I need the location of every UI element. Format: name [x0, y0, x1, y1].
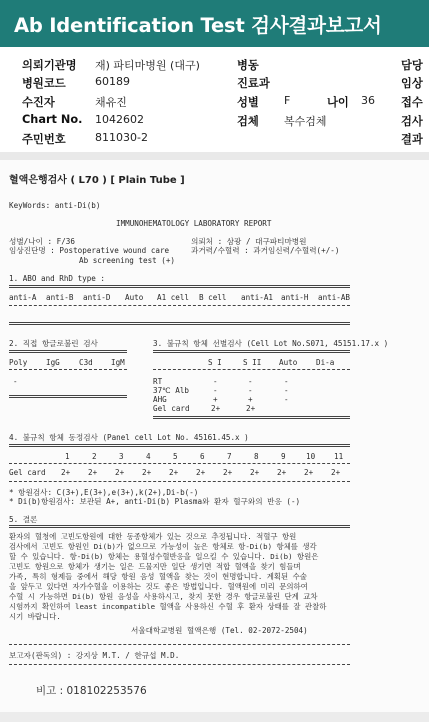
abo-rule-bottom: [9, 322, 350, 325]
screen-rule-top: [153, 350, 350, 353]
screen-ahg-s2: +: [248, 395, 253, 404]
conclusion-line: 검사에서 고빈도 항원인 Di(b)가 없으므로 가능성이 높은 항체로 항-Di(b) 항체를 생각: [9, 542, 317, 551]
panel-val-10: 2+: [304, 468, 314, 477]
abo-col-anti-ab: anti-AB: [318, 293, 351, 302]
label-specimen: 검체: [237, 115, 259, 128]
panel-val-6: 2+: [196, 468, 206, 477]
panel-val-1: 2+: [61, 468, 71, 477]
panel-num-3: 3: [119, 452, 124, 461]
panel-num-8: 8: [254, 452, 259, 461]
requester: 의뢰처 : 삼광 / 대구파티마병원: [191, 237, 307, 246]
dat-value-poly: -: [13, 377, 18, 386]
dat-col-c3d: C3d: [79, 358, 93, 367]
lab-contact: 서울대학교병원 혈액은행 (Tel. 02-2072-2504): [131, 626, 308, 635]
label-requester-org: 의뢰기관명: [22, 59, 77, 72]
label-col3-row3: 접수: [401, 96, 423, 109]
panel-rule-bottom: [9, 481, 350, 482]
reporter: 보고자(판독의) : 강지상 M.T. / 한규섭 M.D.: [9, 651, 180, 660]
conclusion-line: 할 수 있습니다. 항-Di(b) 항체는 용혈성수혈반응을 일으킬 수 있습니다. Di(b) 항원은: [9, 552, 319, 561]
sex-age: 성별/나이 : F/36: [9, 237, 75, 246]
dat-col-poly: Poly: [9, 358, 28, 367]
dat-rule-bottom: [9, 395, 127, 398]
screen-rt-s1: -: [213, 377, 218, 386]
label-age: 나이: [327, 96, 349, 109]
value-chart-no: 1042602: [95, 113, 144, 126]
screen-col-s1: S I: [208, 358, 222, 367]
abo-rule-top: [9, 285, 350, 288]
conclusion-rule-top: [9, 525, 350, 528]
abo-col-auto: Auto: [125, 293, 144, 302]
panel-val-11: 2+: [331, 468, 341, 477]
panel-num-5: 5: [173, 452, 178, 461]
label-hospital-code: 병원코드: [22, 77, 66, 90]
screen-rt-s2: -: [248, 377, 253, 386]
value-requester-org: 재) 파티마병원 (대구): [95, 59, 200, 72]
scanned-report: [0, 152, 429, 722]
panel-val-7: 2+: [223, 468, 233, 477]
label-col3-row4: 검사: [401, 115, 423, 128]
value-sex: F: [284, 94, 291, 107]
abo-col-anti-b: anti-B: [46, 293, 74, 302]
abo-col-b-cell: B cell: [199, 293, 227, 302]
screen-rule-bottom: [153, 416, 350, 419]
conclusion-line: 시험까지 확인하여 least incompatible 혈액을 사용하신 수혈 후 환자 상태를 잘 관찰하: [9, 602, 327, 611]
section-divider: [0, 152, 429, 160]
label-resident-no: 주민번호: [22, 133, 66, 146]
note: 비고 : 018102253576: [36, 685, 147, 697]
abo-rule-mid: [9, 305, 350, 306]
value-patient: 채유진: [95, 96, 127, 109]
report-title: Ab Identification Test 검사결과보고서: [14, 14, 382, 37]
label-chart-no: Chart No.: [22, 113, 83, 126]
panel-rule-mid: [9, 463, 350, 464]
conclusion-line: 가족, 특히 형제들 중에서 해당 항원 음성 혈액을 찾는 것이 현명합니다. 계획된 수술: [9, 572, 307, 581]
dib-result: * Di(b)항원검사: 보관된 A+, anti-Di(b) Plasma와 환자 혈구와의 반응 (-): [9, 497, 301, 506]
abo-col-anti-d: anti-D: [83, 293, 111, 302]
panel-num-1: 1: [65, 452, 70, 461]
panel-num-11: 11: [334, 452, 344, 461]
panel-val-3: 2+: [115, 468, 125, 477]
value-hospital-code: 60189: [95, 75, 130, 88]
report-heading: IMMUNOHEMATOLOGY LABORATORY REPORT: [116, 219, 272, 228]
patient-info-panel: [0, 47, 429, 152]
label-sex: 성별: [237, 96, 259, 109]
abo-col-anti-a: anti-A: [9, 293, 37, 302]
value-specimen: 복수검체: [284, 115, 327, 128]
screen-ahg-s1: +: [213, 395, 218, 404]
history: 과거력/수혈력 : 과거임신력/수혈력(+/-): [191, 246, 340, 255]
report-section-title: 혈액은행검사 ( L70 ) [ Plain Tube ]: [9, 175, 185, 186]
abo-col-a1-cell: A1 cell: [157, 293, 190, 302]
keywords: KeyWords: anti-Di(b): [9, 201, 101, 210]
screen-phase-gel: Gel card: [153, 404, 190, 413]
screen-col-di-a: Di-a: [316, 358, 335, 367]
panel-num-2: 2: [92, 452, 97, 461]
dat-title: 2. 직접 항글로불린 검사: [9, 339, 98, 348]
conclusion-title: 5. 결론: [9, 515, 38, 524]
dat-col-igm: IgM: [111, 358, 125, 367]
screen-gel-s1: 2+: [211, 404, 221, 413]
panel-num-9: 9: [281, 452, 286, 461]
screen-37c-s2: -: [248, 386, 253, 395]
abo-title: 1. ABO and RhD type :: [9, 274, 106, 283]
panel-val-5: 2+: [169, 468, 179, 477]
panel-val-4: 2+: [142, 468, 152, 477]
label-patient: 수진자: [22, 96, 55, 109]
dat-rule-top: [9, 350, 127, 353]
conclusion-line: 환자의 혈청에 고빈도항원에 대한 동종항체가 있는 것으로 추정됩니다. 적혈구 항원: [9, 532, 297, 541]
panel-val-2: 2+: [88, 468, 98, 477]
screen-gel-s2: 2+: [246, 404, 256, 413]
panel-num-10: 10: [306, 452, 316, 461]
conclusion-line: 을 앞두고 있다면 자가수혈을 이용하는 것도 좋은 방법입니다. 혈액원에 미리 문의하여: [9, 582, 308, 591]
screen-ahg-auto: -: [284, 395, 289, 404]
panel-row-label: Gel card: [9, 468, 46, 477]
panel-num-4: 4: [146, 452, 151, 461]
conclusion-line: 시기 바랍니다.: [9, 612, 61, 621]
dat-col-igg: IgG: [46, 358, 60, 367]
screen-37c-s1: -: [213, 386, 218, 395]
antigen-result: * 항원검사: C(3+),E(3+),e(3+),k(2+),Di-b(-): [9, 488, 199, 497]
bottom-edge: [0, 712, 429, 722]
value-resident-no: 811030-2: [95, 131, 148, 144]
screen-rule-mid: [153, 369, 350, 370]
panel-title: 4. 불규칙 항체 동정검사 (Panel cell Lot No. 45161.45.x ): [9, 433, 249, 442]
screen-37c-auto: -: [284, 386, 289, 395]
conclusion-line: 수혈 시 가능하면 Di(b) 항원 음성을 사용하시고, 찾지 못한 경우 항글로불린 단계 교차: [9, 592, 318, 601]
screening-request: Ab screening test (+): [79, 256, 176, 265]
footer-rule-top: [9, 644, 350, 645]
label-col3-row5: 결과: [401, 133, 423, 146]
panel-val-8: 2+: [250, 468, 260, 477]
footer-rule-bottom: [9, 664, 350, 665]
label-ward: 병동: [237, 59, 259, 72]
screen-phase-rt: RT: [153, 377, 163, 386]
panel-val-9: 2+: [277, 468, 287, 477]
screen-col-s2: S II: [243, 358, 262, 367]
panel-rule-top: [9, 444, 350, 447]
label-department: 진료과: [237, 77, 270, 90]
label-col3-row2: 임상: [401, 77, 423, 90]
panel-num-6: 6: [200, 452, 205, 461]
abo-col-anti-a1: anti-A1: [241, 293, 274, 302]
screen-phase-ahg: AHG: [153, 395, 167, 404]
dat-rule-mid: [9, 369, 127, 370]
panel-num-7: 7: [227, 452, 232, 461]
diagnosis: 임상진단명 : Postoperative wound care: [9, 246, 170, 255]
abo-col-anti-h: anti-H: [281, 293, 309, 302]
screen-rt-auto: -: [284, 377, 289, 386]
screen-phase-37c: 37℃ Alb: [153, 386, 189, 395]
screen-col-auto: Auto: [279, 358, 298, 367]
conclusion-line: 고빈도 항원으로 항체가 생기는 일은 드물지만 일단 생기면 적합 혈액을 찾기 힘들며: [9, 562, 301, 571]
screen-title: 3. 불규칙 항체 선별검사 (Cell Lot No.S071, 45151.17.x ): [153, 339, 389, 348]
label-col3-row1: 담당: [401, 59, 423, 72]
value-age: 36: [361, 94, 375, 107]
report-title-bar: [0, 0, 429, 47]
